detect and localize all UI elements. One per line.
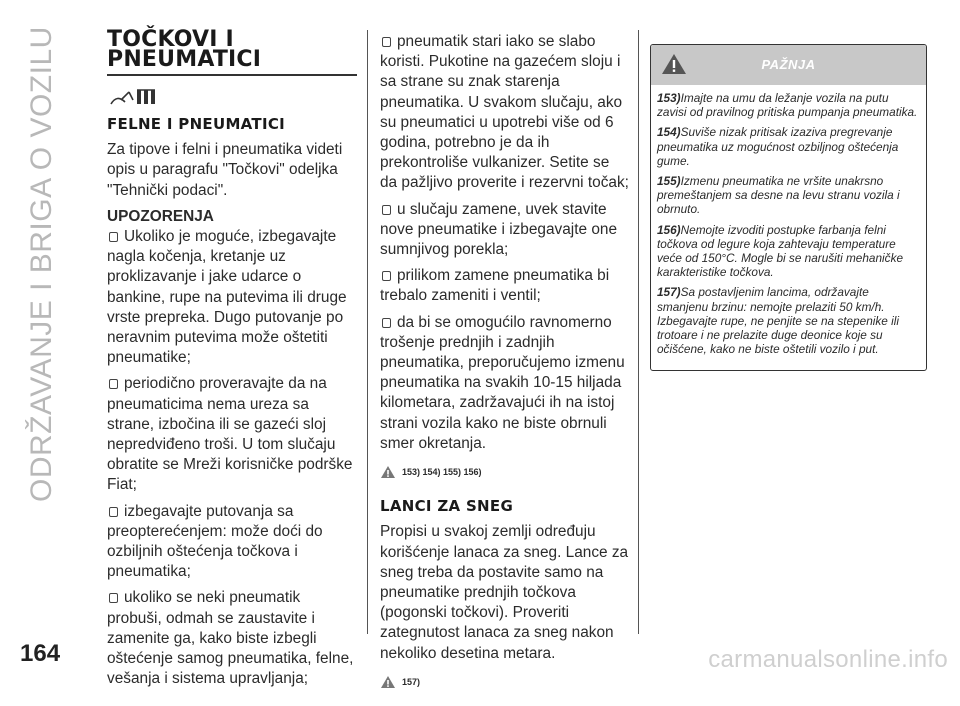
caution-entry: 153)Imajte na umu da ležanje vozila na putu zavisi od pravilnog pritiska pumpanja pneumatika. <box>657 91 918 120</box>
warning-triangle-icon <box>380 675 396 689</box>
column-divider-1 <box>367 30 368 634</box>
checkbox-bullet-icon <box>109 507 118 517</box>
column-1 <box>107 27 357 695</box>
warning-reference-numbers: 153) 154) 155) 156) <box>402 467 482 478</box>
list-item: izbegavajte putovanja sa preopterećenjem: može doći do ozbiljnih oštećenja točkova i pneumatika; <box>107 502 323 581</box>
checkbox-bullet-icon <box>109 232 118 242</box>
column-3 <box>650 44 927 371</box>
list-item: da bi se omogućilo ravnomerno trošenje prednjih i zadnjih pneumatika, preporučujemo izmenu pneumatika na svakih 10-15 hiljada kilometara, zadržavajući ih na istoj strani vozila kako ne biste obrnuli smer okretanja. <box>380 313 625 452</box>
checkbox-bullet-icon <box>382 318 391 328</box>
warning-references <box>380 462 630 482</box>
intro-paragraph: Za tipove i felni i pneumatika videti opis u paragrafu "Točkovi" odeljka "Tehnički podaci". <box>107 141 343 199</box>
checkbox-bullet-icon <box>382 271 391 281</box>
warning-references <box>380 672 630 692</box>
column-2 <box>380 32 630 706</box>
watermark: carmanualsonline.info <box>708 646 948 673</box>
caution-box-header <box>651 45 926 85</box>
warning-triangle-icon <box>661 53 687 75</box>
caution-box-title: PAŽNJA <box>761 56 816 72</box>
list-item: prilikom zamene pneumatika bi trebalo zameniti i ventil; <box>380 267 610 305</box>
list-item: u slučaju zamene, uvek stavite nove pneumatike i izbegavajte one sumnjivog porekla; <box>380 200 618 259</box>
page-number: 164 <box>20 640 61 667</box>
caution-entry: 156)Nemojte izvoditi postupke farbanja felni točkova od legure koja zahtevaju temperature veće od 150°C. Mogle bi se narušiti mehaničke karakteristike točkova. <box>657 222 904 280</box>
caution-entry: 157)Sa postavljenim lancima, održavajte smanjenu brzinu: nemojte prelaziti 50 km/h. Izbegavajte rupe, ne penjite se na stepenike ili trotoare i ne prelazite duge deonice koje su očišćene, kako ne biste oštetili vozilo i put. <box>657 285 899 357</box>
section-heading-snow-chains: LANCI ZA SNEG <box>380 497 514 516</box>
column-divider-2 <box>638 30 639 634</box>
caution-entry: 155)Izmenu pneumatika ne vršite unakrsno premeštanjem sa desne na levu stranu vozila i obrnuto. <box>657 174 900 217</box>
page-title: TOČKOVI I PNEUMATICI <box>107 30 357 76</box>
caution-box-body <box>651 85 926 370</box>
warnings-heading: UPOZORENJA <box>107 207 214 225</box>
warning-triangle-icon <box>380 465 396 479</box>
wheel-care-icon <box>107 84 159 110</box>
checkbox-bullet-icon <box>382 37 391 47</box>
snow-chains-paragraph: Propisi u svakoj zemlji određuju korišćenje lanaca za sneg. Lance za sneg treba da postavite samo na pneumatike prednjih točkova (pogonski točkovi). Proveriti zategnutost lanaca za sneg nakon nekoliko desetina metara. <box>380 523 629 662</box>
list-item: pneumatik stari iako se slabo koristi. Pukotine na gazećem sloju i sa strane su znak starenja pneumatika. U svakom slučaju, ako su pneumatici u upotrebi više od 6 godina, potrebno je da ih prekontroliše vulkanizer. Setite se da pažljivo proverite i rezervni točak; <box>380 33 629 192</box>
warning-reference-numbers: 157) <box>402 676 421 687</box>
list-item: Ukoliko je moguće, izbegavajte nagla kočenja, kretanje uz proklizavanje i jake udarce o bankine, rupe na putevima ili druge vrste prepreka. Dugo putovanje po neravnim putevima može oštetiti pneumatike; <box>107 228 347 367</box>
checkbox-bullet-icon <box>382 205 391 215</box>
chapter-side-title-text: ODRŽAVANJE I BRIGA O VOZILU <box>25 26 58 502</box>
caution-box <box>650 44 927 371</box>
list-item: periodično proveravajte da na pneumaticima nema ureza sa strane, izbočina ili se gazeći sloj nepredviđeno troši. U tom slučaju obratite se Mreži korisničke podrške Fiat; <box>107 375 353 494</box>
section-heading-rims-tires: FELNE I PNEUMATICI <box>107 115 286 133</box>
caution-entry: 154)Suviše nizak pritisak izaziva pregrevanje pneumatika uz mogućnost ozbiljnog oštećenja gume. <box>657 125 899 168</box>
list-item: ukoliko se neki pneumatik probuši, odmah se zaustavite i zamenite ga, kako biste izbegli oštećenje samog pneumatika, felne, vešanja i sistema upravljanja; <box>107 589 354 688</box>
checkbox-bullet-icon <box>109 379 118 389</box>
chapter-side-title <box>6 26 78 622</box>
checkbox-bullet-icon <box>109 593 118 603</box>
